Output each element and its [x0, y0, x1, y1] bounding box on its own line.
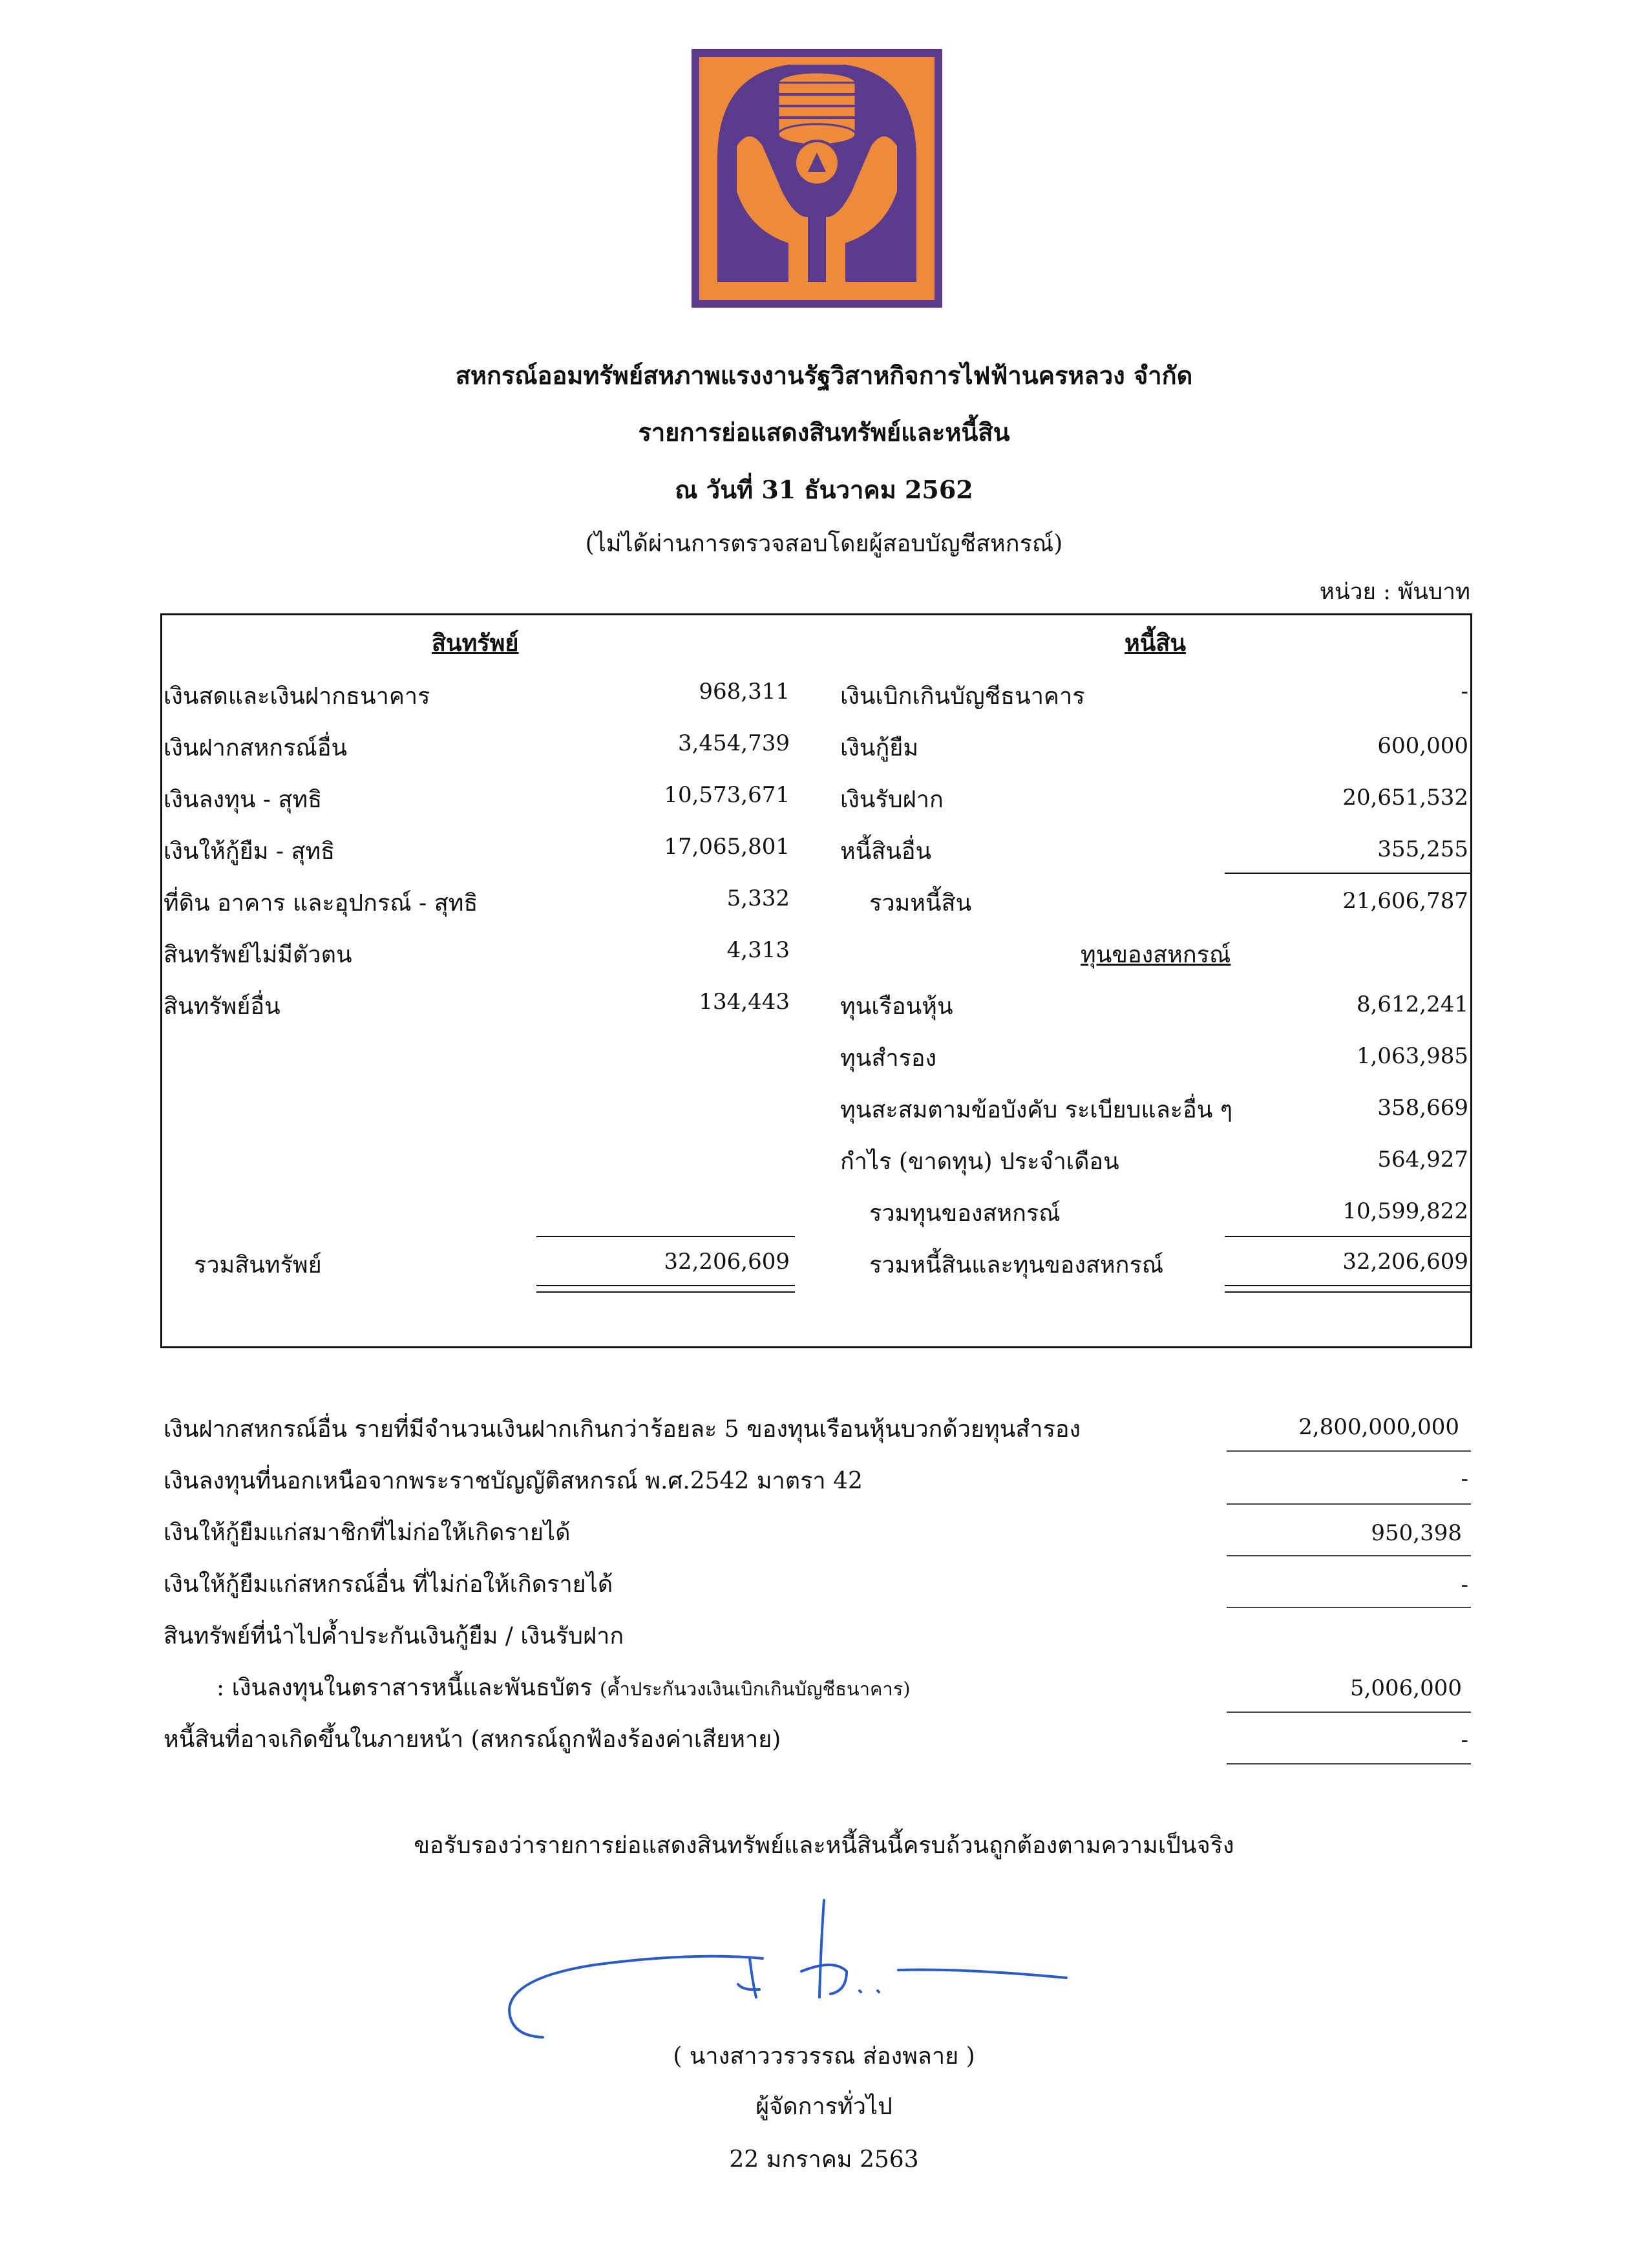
- assets-heading: สินทรัพย์: [432, 630, 519, 657]
- liability-label: เงินเบิกเกินบัญชีธนาคาร: [840, 683, 1085, 710]
- liabilities-subtotal-line: [1225, 873, 1470, 874]
- equity-heading: ทุนของสหกรณ์: [1081, 942, 1231, 968]
- asset-label: เงินให้กู้ยืม - สุทธิ: [164, 838, 335, 865]
- equity-label: ทุนสำรอง: [840, 1045, 937, 1072]
- asset-label: เงินสดและเงินฝากธนาคาร: [164, 683, 430, 710]
- note-underline: [1227, 1763, 1471, 1765]
- report-title: รายการย่อแสดงสินทรัพย์และหนี้สิน: [638, 418, 1010, 447]
- liability-value: 600,000: [1377, 733, 1468, 759]
- liabilities-heading: หนี้สิน: [1125, 630, 1186, 657]
- note-value: 2,800,000,000: [1298, 1414, 1459, 1440]
- grand-total-double-line: [1225, 1285, 1470, 1293]
- note-label: หนี้สินที่อาจเกิดขึ้นในภายหน้า (สหกรณ์ถูกฟ้องร้องค่าเสียหาย): [164, 1726, 781, 1753]
- note-value: 5,006,000: [1349, 1675, 1462, 1701]
- note-underline: [1227, 1607, 1471, 1608]
- signatory-position: ผู้จัดการทั่วไป: [755, 2093, 893, 2120]
- asset-label: ที่ดิน อาคาร และอุปกรณ์ - สุทธิ: [164, 890, 478, 917]
- asset-value: 10,573,671: [664, 782, 790, 808]
- note-value: -: [1461, 1727, 1468, 1753]
- liability-value: 20,651,532: [1342, 785, 1468, 811]
- liability-value: -: [1461, 679, 1468, 705]
- asset-value: 968,311: [699, 679, 790, 705]
- assets-total-label: รวมสินทรัพย์: [194, 1252, 322, 1278]
- note-label: เงินฝากสหกรณ์อื่น รายที่มีจำนวนเงินฝากเกินกว่าร้อยละ 5 ของทุนเรือนหุ้นบวกด้วยทุนสำรอง: [164, 1416, 1081, 1443]
- asset-value: 4,313: [726, 937, 790, 963]
- liability-label: เงินรับฝาก: [840, 787, 944, 813]
- equity-total-label: รวมทุนของสหกรณ์: [869, 1200, 1061, 1227]
- liability-label: หนี้สินอื่น: [840, 838, 932, 865]
- equity-label: ทุนเรือนหุ้น: [840, 993, 953, 1020]
- equity-value: 8,612,241: [1356, 991, 1468, 1017]
- asset-label: สินทรัพย์ไม่มีตัวตน: [164, 942, 352, 968]
- asset-label: สินทรัพย์อื่น: [164, 993, 280, 1020]
- note-value: -: [1461, 1466, 1468, 1492]
- liabilities-total-value: 21,606,787: [1342, 888, 1468, 914]
- note-underline: [1227, 1450, 1471, 1452]
- cooperative-logo: [692, 49, 942, 308]
- asset-value: 5,332: [726, 885, 790, 911]
- note-label: เงินให้กู้ยืมแก่สมาชิกที่ไม่ก่อให้เกิดรายได้: [164, 1520, 571, 1546]
- balance-sheet-box: [160, 613, 1472, 1348]
- equity-subtotal-line: [1225, 1236, 1470, 1237]
- equity-value: 564,927: [1377, 1147, 1468, 1172]
- equity-total-value: 10,599,822: [1342, 1198, 1468, 1224]
- asset-value: 17,065,801: [664, 834, 790, 860]
- note-label: [217, 1669, 911, 1706]
- signature-date: 22 มกราคม 2563: [729, 2146, 919, 2173]
- note-value: -: [1461, 1572, 1468, 1598]
- assets-total-double-line: [536, 1285, 795, 1293]
- note-value: 950,398: [1371, 1520, 1462, 1546]
- note-underline: [1227, 1503, 1471, 1505]
- grand-total-value: 32,206,609: [1342, 1249, 1468, 1275]
- liability-value: 355,255: [1377, 836, 1468, 862]
- note-label: เงินลงทุนที่นอกเหนือจากพระราชบัญญัติสหกรณ์ พ.ศ.2542 มาตรา 42: [164, 1468, 863, 1494]
- equity-value: 1,063,985: [1356, 1043, 1468, 1069]
- signatory-name: ( นางสาววรวรรณ ส่องพลาย ): [673, 2043, 975, 2070]
- equity-value: 358,669: [1377, 1095, 1468, 1121]
- note-label-small: (ค้ำประกันวงเงินเบิกเกินบัญชีธนาคาร): [599, 1678, 911, 1700]
- note-label: สินทรัพย์ที่นำไปค้ำประกันเงินกู้ยืม / เงินรับฝาก: [164, 1623, 624, 1649]
- report-date: ณ วันที่ 31 ธันวาคม 2562: [675, 475, 973, 504]
- audit-note: (ไม่ได้ผ่านการตรวจสอบโดยผู้สอบบัญชีสหกรณ์): [585, 531, 1063, 557]
- assets-total-value: 32,206,609: [664, 1249, 790, 1275]
- handwritten-signature: [498, 1887, 1079, 2055]
- asset-label: เงินลงทุน - สุทธิ: [164, 787, 322, 813]
- equity-label: กำไร (ขาดทุน) ประจำเดือน: [840, 1149, 1119, 1175]
- liabilities-total-label: รวมหนี้สิน: [869, 890, 972, 917]
- assets-subtotal-line: [536, 1236, 795, 1237]
- liability-label: เงินกู้ยืม: [840, 735, 919, 761]
- asset-label: เงินฝากสหกรณ์อื่น: [164, 735, 348, 761]
- org-name: สหกรณ์ออมทรัพย์สหภาพแรงงานรัฐวิสาหกิจการไฟฟ้านครหลวง จำกัด: [455, 361, 1193, 390]
- certification-text: ขอรับรองว่ารายการย่อแสดงสินทรัพย์และหนี้สินนี้ครบถ้วนถูกต้องตามความเป็นจริง: [414, 1832, 1234, 1859]
- equity-label: ทุนสะสมตามข้อบังคับ ระเบียบและอื่น ๆ: [840, 1097, 1233, 1123]
- note-label: เงินให้กู้ยืมแก่สหกรณ์อื่น ที่ไม่ก่อให้เกิดรายได้: [164, 1571, 613, 1598]
- note-underline: [1227, 1712, 1471, 1713]
- asset-value: 134,443: [699, 989, 790, 1015]
- unit-label: หน่วย : พันบาท: [1319, 579, 1470, 605]
- note-label-main: : เงินลงทุนในตราสารหนี้และพันธบัตร: [217, 1675, 593, 1701]
- asset-value: 3,454,739: [677, 730, 790, 756]
- grand-total-label: รวมหนี้สินและทุนของสหกรณ์: [869, 1252, 1164, 1278]
- note-underline: [1227, 1555, 1471, 1556]
